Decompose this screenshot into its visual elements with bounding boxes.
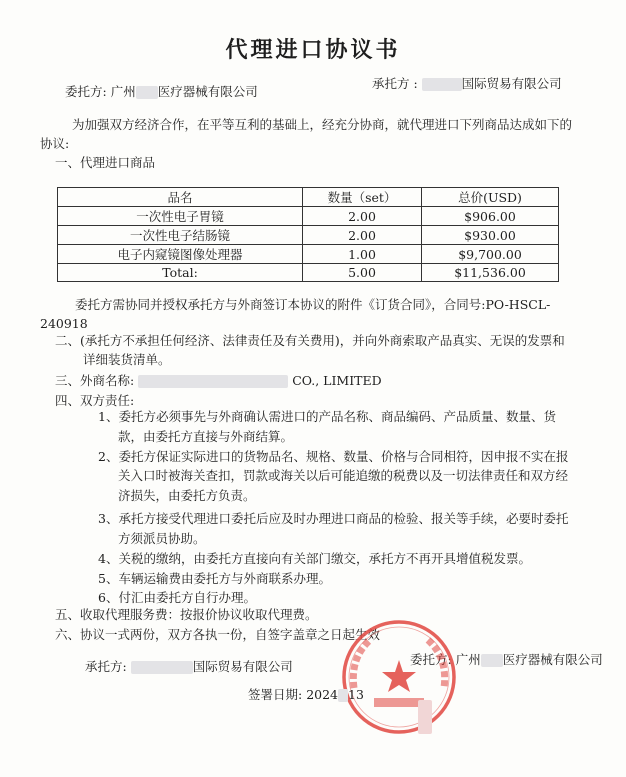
foreign-company-name: CO., LIMITED xyxy=(292,373,382,388)
contract-line-2: 240918 xyxy=(40,316,88,331)
total-qty: 5.00 xyxy=(303,264,422,282)
agent-sign-name-suffix: 国际贸易有限公司 xyxy=(192,659,293,674)
duty-2-line-2: 关入口时被海关查扣，罚款或海关以后可能追缴的税费以及一切法律责任和双方经 xyxy=(118,468,569,483)
client-label: 委托方: xyxy=(65,84,107,99)
intro-line-2: 协议: xyxy=(40,136,70,151)
product-qty: 2.00 xyxy=(303,207,422,226)
section-1-heading: 一、代理进口商品 xyxy=(55,155,156,170)
agent-party xyxy=(372,76,562,92)
duty-1-line-2: 款，由委托方直接与外商结算。 xyxy=(118,429,294,444)
duty-5: 5、车辆运输费由委托方与外商联系办理。 xyxy=(98,571,331,586)
signing-date xyxy=(248,687,364,703)
product-total: $9,700.00 xyxy=(422,245,559,264)
product-name: 一次性电子结肠镜 xyxy=(58,226,303,245)
redaction-block xyxy=(138,375,288,388)
duty-3-line-1: 3、承托方接受代理进口委托后应及时办理进口商品的检验、报关等手续，必要时委托 xyxy=(98,511,569,526)
client-sign-name-prefix: 广州 xyxy=(455,652,481,667)
duty-3-line-2: 方须派员协助。 xyxy=(118,531,206,546)
section-2-line-2: 详细装货清单。 xyxy=(83,352,171,367)
section-4-heading: 四、双方责任: xyxy=(55,393,135,408)
agent-name-suffix: 国际贸易有限公司 xyxy=(461,76,562,91)
duty-4: 4、关税的缴纳，由委托方直接向有关部门缴交，承托方不再开具增值税发票。 xyxy=(98,551,531,566)
header-quantity: 数量（set） xyxy=(303,188,422,207)
product-qty: 2.00 xyxy=(303,226,422,245)
client-sign-label: 委托方: xyxy=(410,652,452,667)
product-name: 一次性电子胃镜 xyxy=(58,207,303,226)
date-year: 2024 xyxy=(306,687,339,702)
duty-2-line-1: 2、委托方保证实际进口的货物品名、规格、数量、价格与合同相符，因申报不实在报 xyxy=(98,449,569,464)
section-6: 六、协议一式两份，双方各执一份，自签字盖章之日起生效 xyxy=(55,627,381,642)
intro-line-1: 为加强双方经济合作，在平等互利的基础上，经充分协商，就代理进口下列商品达成如下的 xyxy=(72,117,573,132)
section-3-label: 三、外商名称: xyxy=(55,373,135,388)
redaction-block xyxy=(131,661,193,674)
agent-sign-label: 承托方: xyxy=(85,659,127,674)
product-name: 电子内窥镜图像处理器 xyxy=(58,245,303,264)
table-row xyxy=(58,245,559,264)
date-label: 签署日期: xyxy=(248,687,303,702)
header-total-price: 总价(USD) xyxy=(422,188,559,207)
agent-signature xyxy=(85,659,293,675)
client-name-suffix: 医疗器械有限公司 xyxy=(157,84,258,99)
redaction-block xyxy=(481,654,503,667)
total-amount: $11,536.00 xyxy=(422,264,559,282)
date-tail: 13 xyxy=(348,687,364,702)
redaction-block xyxy=(136,86,158,99)
table-total-row xyxy=(58,264,559,282)
section-3 xyxy=(55,373,382,389)
client-party xyxy=(65,84,258,100)
goods-table xyxy=(57,187,559,282)
contract-line-1: 委托方需协同并授权承托方与外商签订本协议的附件《订货合同》，合同号:PO-HSCL- xyxy=(75,297,551,312)
product-total: $930.00 xyxy=(422,226,559,245)
table-row xyxy=(58,226,559,245)
duty-6: 6、付汇由委托方自行办理。 xyxy=(98,590,256,605)
product-total: $906.00 xyxy=(422,207,559,226)
redaction-block xyxy=(338,689,348,702)
duty-2-line-3: 济损失，由委托方负责。 xyxy=(118,488,256,503)
document-title: 代理进口协议书 xyxy=(225,38,401,63)
table-row xyxy=(58,207,559,226)
company-seal xyxy=(340,618,458,736)
section-5: 五、收取代理服务费：按报价协议收取代理费。 xyxy=(55,607,318,622)
duty-1-line-1: 1、委托方必须事先与外商确认需进口的产品名称、商品编码、产品质量、数量、货 xyxy=(98,409,556,424)
client-name-prefix: 广州 xyxy=(110,84,136,99)
total-label: Total: xyxy=(58,264,303,282)
product-qty: 1.00 xyxy=(303,245,422,264)
redaction-block xyxy=(418,700,432,734)
section-2-line-1: 二、(承托方不承担任何经济、法律责任及有关费用)，并向外商索取产品真实、无误的发票和 xyxy=(55,333,565,348)
redaction-block xyxy=(422,78,462,91)
header-product-name: 品名 xyxy=(58,188,303,207)
client-sign-name-suffix: 医疗器械有限公司 xyxy=(502,652,603,667)
agent-label: 承托方 : xyxy=(372,76,418,91)
table-header-row xyxy=(58,188,559,207)
